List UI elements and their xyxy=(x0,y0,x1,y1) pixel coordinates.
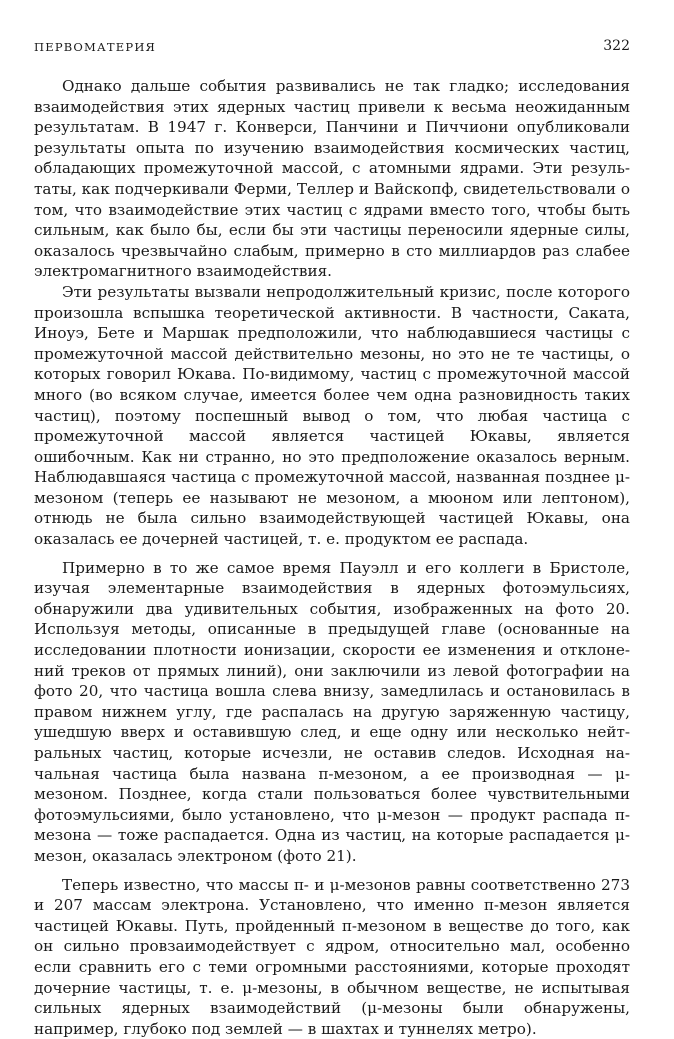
paragraph-4: Теперь известно, что массы π- и μ-мезонов равны соответственно 273 и 207 массам электрона. Установлено, что именно π-мезон является частицей Юкавы. Путь, пройденный π-мезоном в веществе до того, как он сильно провзаимодействует с ядром, относительно мал, особенно если сравнить его с теми огромными расстояниями, которые проходят дочерние частицы, т. е. μ-мезоны, в обычном веществе, не испытывая сильных ядерных взаимодействий (μ-мезоны были обнаружены, например, глубоко под землей — в шахтах и туннелях метро). xyxy=(34,875,630,1038)
running-head xyxy=(34,38,630,60)
book-page xyxy=(34,38,630,1039)
paragraph-2: Эти результаты вызвали непродолжительный кризис, после которого произошла вспышка теоретической активности. В частности, Саката, Иноуэ, Бете и Маршак предположили, что наблюдавшиеся частицы с промежуточной массой действительно мезоны, но это не те частицы, о которых говорил Юкава. По-видимому, частиц с промежуточной массой много (во всяком случае, имеется более чем одна разновидность таких частиц), поэтому поспешный вывод о том, что любая частица с промежуточной массой является частицей Юкавы, является ошибочным. Как ни странно, но это предположение оказалось верным. Наблюдавшаяся частица с промежуточной массой, названная позднее μ-мезоном (теперь ее называют не мезоном, а мюоном или лептоном), отнюдь не была сильно взаимодействующей частицей Юкавы, она оказалась ее дочерней частицей, т. е. продуктом ее распада. xyxy=(34,282,630,549)
page-number: 322 xyxy=(603,38,630,54)
paragraph-3: Примерно в то же самое время Пауэлл и его коллеги в Бристоле, изучая элементарные взаимодействия в ядерных фотоэмульсиях, обнаружили два удивительных события, изображенных на фото 20. Используя методы, описанные в предыдущей главе (основанные на исследовании плотности ионизации, скорости ее изменения и отклонений треков от прямых линий), они заключили из левой фотографии на фото 20, что частица вошла слева внизу, замедлилась и остановилась в правом нижнем углу, где распалась на другую заряженную частицу, ушедшую вверх и оставившую след, и еще одну или несколько нейтральных частиц, которые исчезли, не оставив следов. Исходная начальная частица была названа π-мезоном, а ее производная — μ-мезоном. Позднее, когда стали пользоваться более чувствительными фотоэмульсиями, было установлено, что μ-мезон — продукт распада π-мезона — тоже распадается. Одна из частиц, на которые распадается μ-мезон, оказалась электроном (фото 21). xyxy=(34,558,630,865)
chapter-title: ПЕРВОМАТЕРИЯ xyxy=(34,40,157,54)
paragraph-1: Однако дальше события развивались не так гладко; исследования взаимодействия этих ядерных частиц привели к весьма неожиданным результатам. В 1947 г. Конверси, Панчини и Пиччиони опубликовали результаты опыта по изучению взаимодействия космических частиц, обладающих промежуточной массой, с атомными ядрами. Эти результаты, как подчеркивали Ферми, Теллер и Вайскопф, свидетельствовали о том, что взаимодействие этих частиц с ядрами вместо того, чтобы быть сильным, как было бы, если бы эти частицы переносили ядерные силы, оказалось чрезвычайно слабым, примерно в сто миллиардов раз слабее электромагнитного взаимодействия. xyxy=(34,77,630,281)
body-text xyxy=(34,76,630,1039)
